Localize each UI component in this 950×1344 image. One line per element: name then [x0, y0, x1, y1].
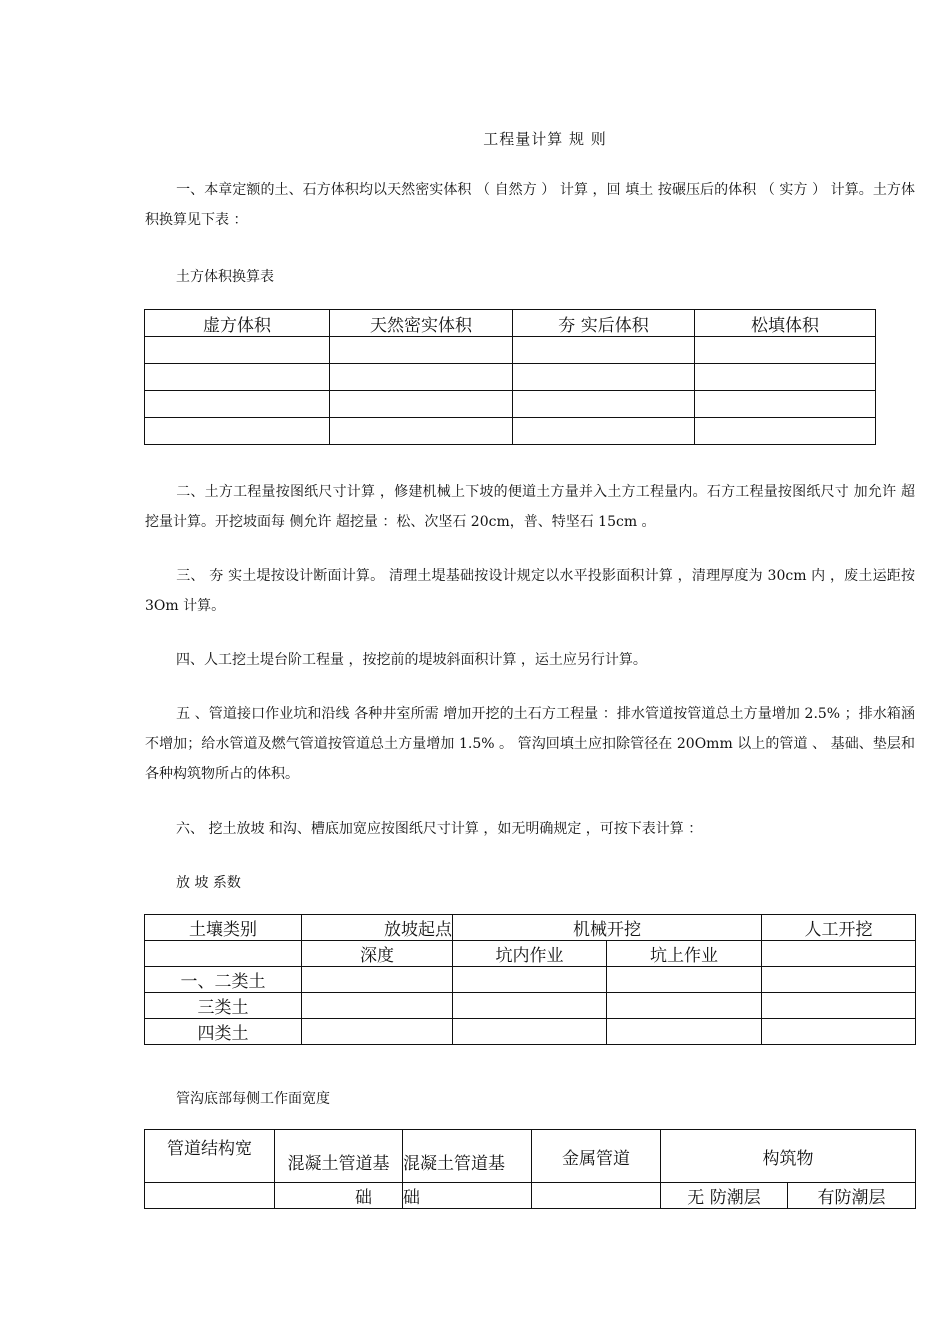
header-cell: 金属管道: [532, 1130, 661, 1183]
table-row: [145, 967, 916, 993]
page-title: 工程量计算 规 则: [483, 130, 607, 148]
header-cell: 管道结构宽: [145, 1130, 275, 1183]
header-cell: 无 防潮层: [661, 1183, 788, 1209]
table-header-row: [145, 1183, 916, 1209]
header-cell: 有防潮层: [788, 1183, 916, 1209]
header-cell: 坑上作业: [607, 941, 762, 967]
header-cell: 人工开挖: [762, 915, 916, 941]
table-header-row: [145, 310, 876, 337]
header-cell: 土壤类别: [145, 915, 302, 941]
table-row: [145, 1019, 916, 1045]
table-row: [145, 418, 876, 445]
header-cell: 混凝土管道基: [275, 1130, 403, 1183]
header-cell: 坑内作业: [453, 941, 607, 967]
header-cell: 础: [403, 1183, 532, 1209]
header-cell: 虚方体积: [145, 310, 330, 337]
table-row: [145, 993, 916, 1019]
header-cell: 构筑物: [661, 1130, 916, 1183]
table1-caption: 土方体积换算表: [176, 269, 274, 285]
header-cell: 夯 实后体积: [513, 310, 695, 337]
paragraph-3: 三、 夯 实土堤按设计断面计算。 清理土堤基础按设计规定以水平投影面积计算 ，清理厚度为 30cm 内 ，废土运距按 3Om 计算。: [145, 568, 915, 614]
soil-volume-conversion-table: [144, 309, 876, 445]
table2-caption: 放 坡 系数: [176, 875, 241, 891]
header-cell: 天然密实体积: [330, 310, 513, 337]
table3-caption: 管沟底部每侧工作面宽度: [176, 1091, 330, 1107]
paragraph-4: 四、人工挖土堤台阶工程量 ，按挖前的堤坡斜面积计算 ，运土应另行计算。: [176, 652, 647, 668]
table-header-row: [145, 915, 916, 941]
row-label: 一、二类土: [145, 967, 302, 993]
table-row: [145, 391, 876, 418]
header-cell: 混凝土管道基: [403, 1130, 532, 1183]
table-row: [145, 364, 876, 391]
slope-coefficient-table: [144, 914, 916, 1045]
paragraph-1: 一、本章定额的土、石方体积均以天然密实体积 （ 自然方 ） 计算 ，回 填土 按碾压后的体积 （ 实方 ） 计算。土方体积换算见下表 ：: [145, 182, 915, 228]
trench-work-width-table: [144, 1129, 916, 1209]
header-cell: 础: [275, 1183, 403, 1209]
header-cell: 松填体积: [695, 310, 876, 337]
paragraph-5: 五 、管道接口作业坑和沿线 各种井室所需 增加开挖的土石方工程量 ：排水管道按管道总土方量增加 2.5% ；排水箱涵不增加；给水管道及燃气管道按管道总土方量增加 1.5% 。 管沟回填土应扣除管径在 20Omm 以上的管道 、 基础、垫层和各种构筑物所占的体积。: [145, 706, 915, 782]
table-header-row: [145, 1130, 916, 1183]
header-cell: 机械开挖: [453, 915, 762, 941]
row-label: 三类土: [145, 993, 302, 1019]
table-row: [145, 337, 876, 364]
row-label: 四类土: [145, 1019, 302, 1045]
paragraph-6: 六、 挖土放坡 和沟、槽底加宽应按图纸尺寸计算 ，如无明确规定 ，可按下表计算 ：: [176, 821, 703, 837]
header-cell: 放坡起点: [302, 915, 453, 941]
table-header-row: [145, 941, 916, 967]
header-cell: 深度: [302, 941, 453, 967]
paragraph-2: 二、土方工程量按图纸尺寸计算 ，修建机械上下坡的便道土方量并入土方工程量内。石方工程量按图纸尺寸 加允许 超挖量计算。开挖坡面每 侧允许 超挖量 ：松、次坚石 20cm，普、特坚石 15cm 。: [145, 484, 915, 530]
